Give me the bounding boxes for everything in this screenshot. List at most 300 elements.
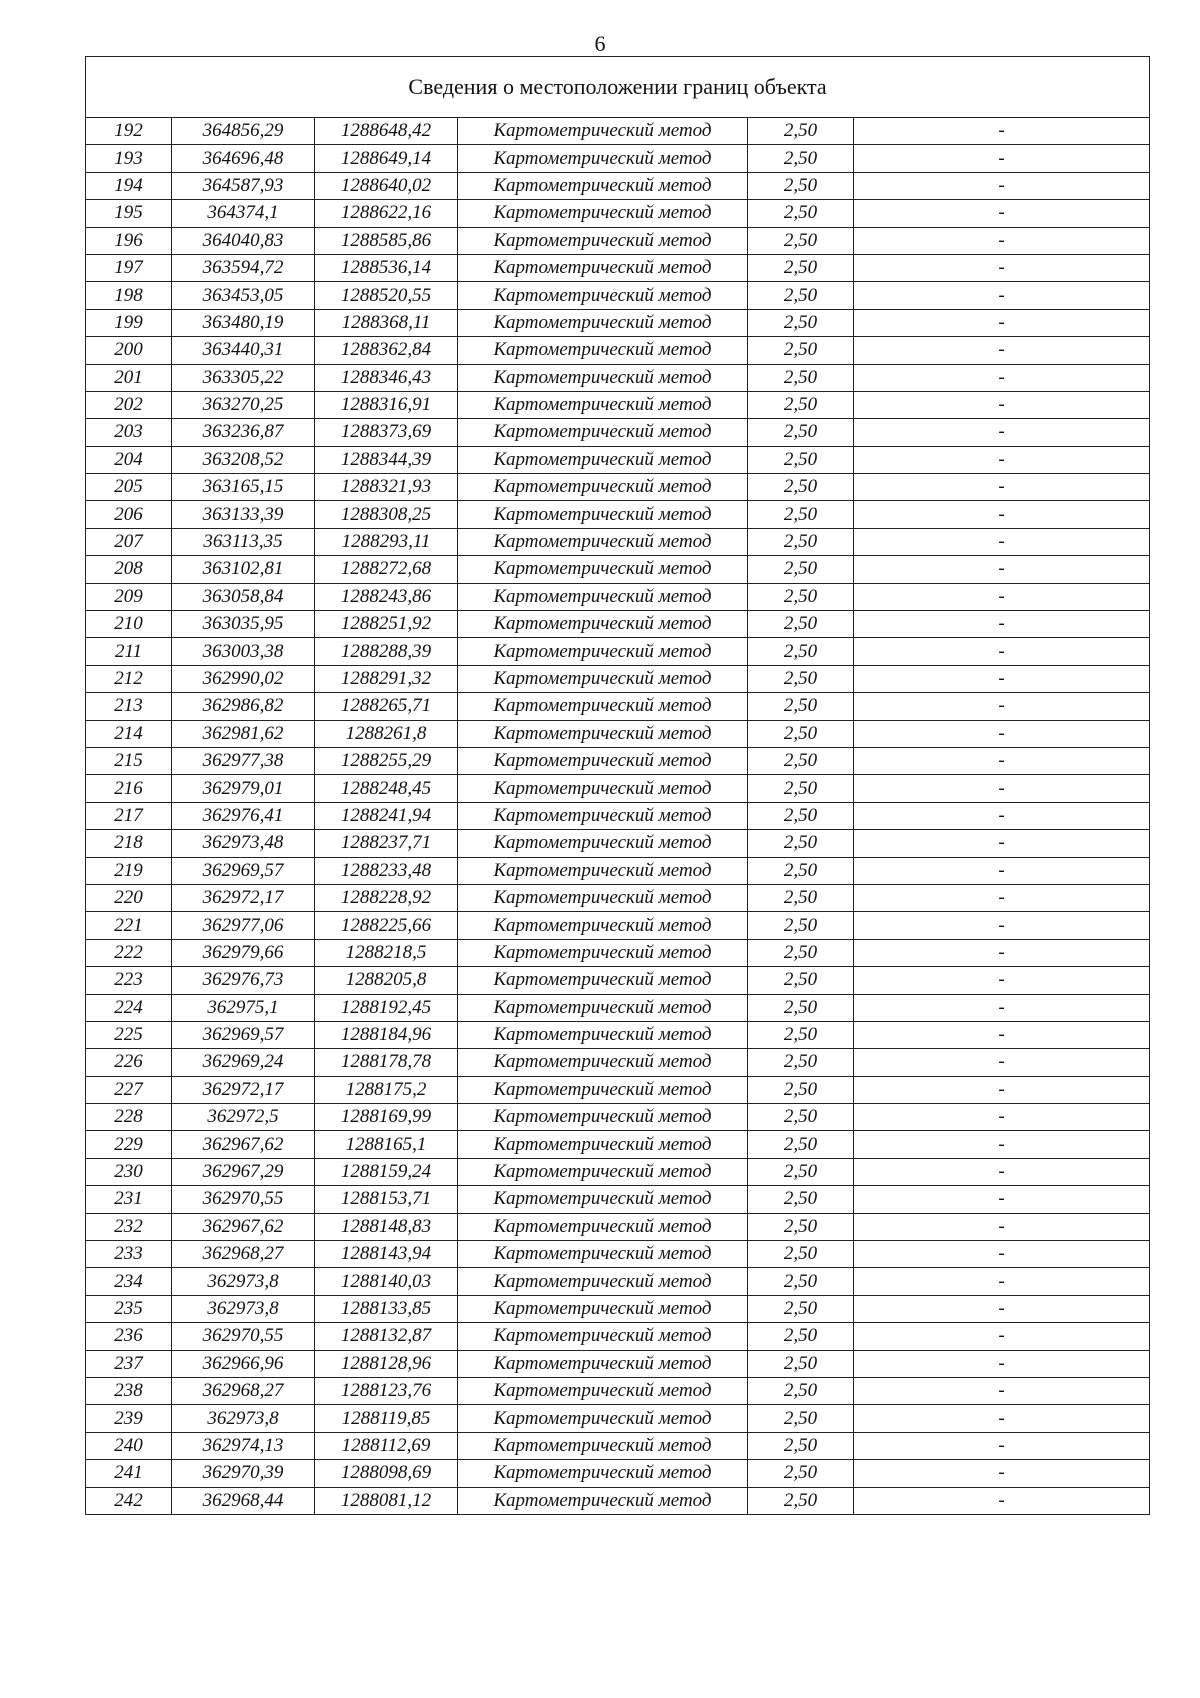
description-cell: - [854,967,1150,994]
table-row [86,1323,1150,1350]
description-cell: - [854,391,1150,418]
point-number-cell: 239 [86,1405,172,1432]
description-cell: - [854,1158,1150,1185]
accuracy-cell: 2,50 [748,446,854,473]
table-row [86,1021,1150,1048]
description-cell: - [854,337,1150,364]
accuracy-cell: 2,50 [748,145,854,172]
y-coordinate-cell: 1288321,93 [315,474,458,501]
y-coordinate-cell: 1288272,68 [315,556,458,583]
accuracy-cell: 2,50 [748,474,854,501]
description-cell: - [854,720,1150,747]
accuracy-cell: 2,50 [748,282,854,309]
y-coordinate-cell: 1288344,39 [315,446,458,473]
description-cell: - [854,1049,1150,1076]
point-number-cell: 230 [86,1158,172,1185]
x-coordinate-cell: 362968,27 [172,1377,315,1404]
method-cell: Картометрический метод [458,282,748,309]
table-row [86,501,1150,528]
point-number-cell: 201 [86,364,172,391]
x-coordinate-cell: 363270,25 [172,391,315,418]
point-number-cell: 216 [86,775,172,802]
y-coordinate-cell: 1288169,99 [315,1104,458,1131]
table-row [86,528,1150,555]
table-row [86,747,1150,774]
x-coordinate-cell: 362970,39 [172,1460,315,1487]
y-coordinate-cell: 1288373,69 [315,419,458,446]
accuracy-cell: 2,50 [748,830,854,857]
accuracy-cell: 2,50 [748,254,854,281]
description-cell: - [854,857,1150,884]
table-row [86,1241,1150,1268]
description-cell: - [854,528,1150,555]
y-coordinate-cell: 1288123,76 [315,1377,458,1404]
table-row [86,720,1150,747]
x-coordinate-cell: 362972,5 [172,1104,315,1131]
x-coordinate-cell: 362975,1 [172,994,315,1021]
method-cell: Картометрический метод [458,1076,748,1103]
table-row [86,337,1150,364]
table-row [86,830,1150,857]
x-coordinate-cell: 363480,19 [172,309,315,336]
description-cell: - [854,364,1150,391]
x-coordinate-cell: 363305,22 [172,364,315,391]
accuracy-cell: 2,50 [748,364,854,391]
point-number-cell: 195 [86,200,172,227]
method-cell: Картометрический метод [458,556,748,583]
description-cell: - [854,282,1150,309]
table-row [86,1487,1150,1514]
y-coordinate-cell: 1288233,48 [315,857,458,884]
point-number-cell: 210 [86,611,172,638]
x-coordinate-cell: 363003,38 [172,638,315,665]
accuracy-cell: 2,50 [748,720,854,747]
y-coordinate-cell: 1288585,86 [315,227,458,254]
description-cell: - [854,1487,1150,1514]
method-cell: Картометрический метод [458,1460,748,1487]
point-number-cell: 193 [86,145,172,172]
point-number-cell: 228 [86,1104,172,1131]
y-coordinate-cell: 1288165,1 [315,1131,458,1158]
x-coordinate-cell: 362968,27 [172,1241,315,1268]
description-cell: - [854,583,1150,610]
description-cell: - [854,830,1150,857]
accuracy-cell: 2,50 [748,1323,854,1350]
table-row [86,254,1150,281]
accuracy-cell: 2,50 [748,884,854,911]
point-number-cell: 220 [86,884,172,911]
accuracy-cell: 2,50 [748,528,854,555]
y-coordinate-cell: 1288346,43 [315,364,458,391]
description-cell: - [854,200,1150,227]
table-row [86,583,1150,610]
accuracy-cell: 2,50 [748,337,854,364]
y-coordinate-cell: 1288159,24 [315,1158,458,1185]
accuracy-cell: 2,50 [748,747,854,774]
accuracy-cell: 2,50 [748,994,854,1021]
method-cell: Картометрический метод [458,1049,748,1076]
x-coordinate-cell: 362972,17 [172,884,315,911]
x-coordinate-cell: 363113,35 [172,528,315,555]
x-coordinate-cell: 362970,55 [172,1323,315,1350]
point-number-cell: 202 [86,391,172,418]
x-coordinate-cell: 362976,73 [172,967,315,994]
method-cell: Картометрический метод [458,337,748,364]
point-number-cell: 192 [86,118,172,145]
x-coordinate-cell: 363035,95 [172,611,315,638]
description-cell: - [854,1021,1150,1048]
description-cell: - [854,939,1150,966]
table-row [86,1268,1150,1295]
description-cell: - [854,884,1150,911]
table-row [86,227,1150,254]
accuracy-cell: 2,50 [748,1432,854,1459]
y-coordinate-cell: 1288536,14 [315,254,458,281]
x-coordinate-cell: 362966,96 [172,1350,315,1377]
accuracy-cell: 2,50 [748,1460,854,1487]
accuracy-cell: 2,50 [748,611,854,638]
description-cell: - [854,611,1150,638]
point-number-cell: 231 [86,1186,172,1213]
y-coordinate-cell: 1288293,11 [315,528,458,555]
accuracy-cell: 2,50 [748,583,854,610]
point-number-cell: 233 [86,1241,172,1268]
y-coordinate-cell: 1288648,42 [315,118,458,145]
x-coordinate-cell: 364040,83 [172,227,315,254]
point-number-cell: 229 [86,1131,172,1158]
table-body [86,118,1150,1515]
point-number-cell: 200 [86,337,172,364]
method-cell: Картометрический метод [458,419,748,446]
y-coordinate-cell: 1288237,71 [315,830,458,857]
accuracy-cell: 2,50 [748,1186,854,1213]
description-cell: - [854,118,1150,145]
table-row [86,1131,1150,1158]
table-row [86,556,1150,583]
page-number: 6 [594,31,606,56]
method-cell: Картометрический метод [458,967,748,994]
y-coordinate-cell: 1288098,69 [315,1460,458,1487]
x-coordinate-cell: 362969,24 [172,1049,315,1076]
point-number-cell: 207 [86,528,172,555]
x-coordinate-cell: 362976,41 [172,802,315,829]
description-cell: - [854,775,1150,802]
point-number-cell: 212 [86,665,172,692]
description-cell: - [854,1076,1150,1103]
x-coordinate-cell: 363236,87 [172,419,315,446]
point-number-cell: 232 [86,1213,172,1240]
method-cell: Картометрический метод [458,1131,748,1158]
y-coordinate-cell: 1288640,02 [315,172,458,199]
point-number-cell: 236 [86,1323,172,1350]
x-coordinate-cell: 362970,55 [172,1186,315,1213]
y-coordinate-cell: 1288133,85 [315,1295,458,1322]
description-cell: - [854,1241,1150,1268]
description-cell: - [854,1268,1150,1295]
accuracy-cell: 2,50 [748,638,854,665]
method-cell: Картометрический метод [458,309,748,336]
table-row [86,1295,1150,1322]
method-cell: Картометрический метод [458,254,748,281]
accuracy-cell: 2,50 [748,556,854,583]
method-cell: Картометрический метод [458,1104,748,1131]
point-number-cell: 218 [86,830,172,857]
point-number-cell: 237 [86,1350,172,1377]
table-row [86,1158,1150,1185]
point-number-cell: 203 [86,419,172,446]
y-coordinate-cell: 1288218,5 [315,939,458,966]
table-row [86,693,1150,720]
y-coordinate-cell: 1288153,71 [315,1186,458,1213]
description-cell: - [854,1295,1150,1322]
description-cell: - [854,419,1150,446]
point-number-cell: 219 [86,857,172,884]
point-number-cell: 197 [86,254,172,281]
table-row [86,145,1150,172]
table-row [86,611,1150,638]
table-row [86,1104,1150,1131]
point-number-cell: 213 [86,693,172,720]
table-row [86,638,1150,665]
point-number-cell: 196 [86,227,172,254]
y-coordinate-cell: 1288132,87 [315,1323,458,1350]
description-cell: - [854,665,1150,692]
accuracy-cell: 2,50 [748,939,854,966]
y-coordinate-cell: 1288225,66 [315,912,458,939]
y-coordinate-cell: 1288265,71 [315,693,458,720]
x-coordinate-cell: 363058,84 [172,583,315,610]
method-cell: Картометрический метод [458,501,748,528]
description-cell: - [854,254,1150,281]
accuracy-cell: 2,50 [748,1049,854,1076]
x-coordinate-cell: 364374,1 [172,200,315,227]
table-row [86,172,1150,199]
description-cell: - [854,1131,1150,1158]
y-coordinate-cell: 1288140,03 [315,1268,458,1295]
table-row [86,419,1150,446]
method-cell: Картометрический метод [458,1241,748,1268]
method-cell: Картометрический метод [458,912,748,939]
x-coordinate-cell: 363453,05 [172,282,315,309]
description-cell: - [854,1104,1150,1131]
x-coordinate-cell: 362973,48 [172,830,315,857]
y-coordinate-cell: 1288243,86 [315,583,458,610]
table-row [86,665,1150,692]
method-cell: Картометрический метод [458,665,748,692]
accuracy-cell: 2,50 [748,1377,854,1404]
table-row [86,857,1150,884]
point-number-cell: 194 [86,172,172,199]
y-coordinate-cell: 1288128,96 [315,1350,458,1377]
y-coordinate-cell: 1288251,92 [315,611,458,638]
description-cell: - [854,747,1150,774]
method-cell: Картометрический метод [458,1021,748,1048]
method-cell: Картометрический метод [458,1213,748,1240]
x-coordinate-cell: 363102,81 [172,556,315,583]
x-coordinate-cell: 362977,06 [172,912,315,939]
x-coordinate-cell: 362974,13 [172,1432,315,1459]
table-row [86,474,1150,501]
table-row [86,912,1150,939]
y-coordinate-cell: 1288081,12 [315,1487,458,1514]
table-row [86,1186,1150,1213]
x-coordinate-cell: 362979,66 [172,939,315,966]
point-number-cell: 240 [86,1432,172,1459]
accuracy-cell: 2,50 [748,1405,854,1432]
method-cell: Картометрический метод [458,583,748,610]
method-cell: Картометрический метод [458,145,748,172]
accuracy-cell: 2,50 [748,693,854,720]
description-cell: - [854,1460,1150,1487]
table-row [86,1377,1150,1404]
method-cell: Картометрический метод [458,830,748,857]
x-coordinate-cell: 362967,62 [172,1213,315,1240]
description-cell: - [854,172,1150,199]
accuracy-cell: 2,50 [748,912,854,939]
accuracy-cell: 2,50 [748,665,854,692]
point-number-cell: 227 [86,1076,172,1103]
description-cell: - [854,912,1150,939]
accuracy-cell: 2,50 [748,391,854,418]
y-coordinate-cell: 1288622,16 [315,200,458,227]
x-coordinate-cell: 362977,38 [172,747,315,774]
y-coordinate-cell: 1288649,14 [315,145,458,172]
accuracy-cell: 2,50 [748,1487,854,1514]
y-coordinate-cell: 1288520,55 [315,282,458,309]
y-coordinate-cell: 1288228,92 [315,884,458,911]
boundary-coordinates-table [85,56,1150,1515]
method-cell: Картометрический метод [458,857,748,884]
accuracy-cell: 2,50 [748,1295,854,1322]
y-coordinate-cell: 1288261,8 [315,720,458,747]
point-number-cell: 221 [86,912,172,939]
y-coordinate-cell: 1288178,78 [315,1049,458,1076]
table-row [86,967,1150,994]
y-coordinate-cell: 1288143,94 [315,1241,458,1268]
y-coordinate-cell: 1288288,39 [315,638,458,665]
table-row [86,364,1150,391]
y-coordinate-cell: 1288291,32 [315,665,458,692]
method-cell: Картометрический метод [458,227,748,254]
x-coordinate-cell: 363440,31 [172,337,315,364]
y-coordinate-cell: 1288308,25 [315,501,458,528]
accuracy-cell: 2,50 [748,1021,854,1048]
method-cell: Картометрический метод [458,474,748,501]
accuracy-cell: 2,50 [748,501,854,528]
description-cell: - [854,1432,1150,1459]
method-cell: Картометрический метод [458,884,748,911]
method-cell: Картометрический метод [458,391,748,418]
method-cell: Картометрический метод [458,775,748,802]
description-cell: - [854,501,1150,528]
point-number-cell: 214 [86,720,172,747]
y-coordinate-cell: 1288112,69 [315,1432,458,1459]
x-coordinate-cell: 362990,02 [172,665,315,692]
method-cell: Картометрический метод [458,446,748,473]
table-row [86,1049,1150,1076]
accuracy-cell: 2,50 [748,1268,854,1295]
x-coordinate-cell: 362967,29 [172,1158,315,1185]
y-coordinate-cell: 1288248,45 [315,775,458,802]
method-cell: Картометрический метод [458,939,748,966]
point-number-cell: 215 [86,747,172,774]
description-cell: - [854,638,1150,665]
accuracy-cell: 2,50 [748,802,854,829]
point-number-cell: 223 [86,967,172,994]
accuracy-cell: 2,50 [748,118,854,145]
x-coordinate-cell: 364587,93 [172,172,315,199]
table-row [86,200,1150,227]
table-row [86,775,1150,802]
table-row [86,1350,1150,1377]
description-cell: - [854,994,1150,1021]
y-coordinate-cell: 1288175,2 [315,1076,458,1103]
point-number-cell: 234 [86,1268,172,1295]
x-coordinate-cell: 362973,8 [172,1268,315,1295]
table-row [86,446,1150,473]
table-row [86,118,1150,145]
method-cell: Картометрический метод [458,994,748,1021]
accuracy-cell: 2,50 [748,1350,854,1377]
y-coordinate-cell: 1288316,91 [315,391,458,418]
description-cell: - [854,309,1150,336]
x-coordinate-cell: 362981,62 [172,720,315,747]
accuracy-cell: 2,50 [748,227,854,254]
description-cell: - [854,693,1150,720]
accuracy-cell: 2,50 [748,419,854,446]
accuracy-cell: 2,50 [748,1241,854,1268]
x-coordinate-cell: 363208,52 [172,446,315,473]
y-coordinate-cell: 1288241,94 [315,802,458,829]
description-cell: - [854,1377,1150,1404]
table-row [86,802,1150,829]
x-coordinate-cell: 363594,72 [172,254,315,281]
point-number-cell: 208 [86,556,172,583]
point-number-cell: 238 [86,1377,172,1404]
method-cell: Картометрический метод [458,1350,748,1377]
accuracy-cell: 2,50 [748,967,854,994]
y-coordinate-cell: 1288119,85 [315,1405,458,1432]
accuracy-cell: 2,50 [748,200,854,227]
x-coordinate-cell: 362967,62 [172,1131,315,1158]
method-cell: Картометрический метод [458,693,748,720]
method-cell: Картометрический метод [458,200,748,227]
point-number-cell: 222 [86,939,172,966]
point-number-cell: 235 [86,1295,172,1322]
accuracy-cell: 2,50 [748,1131,854,1158]
description-cell: - [854,1323,1150,1350]
point-number-cell: 198 [86,282,172,309]
point-number-cell: 199 [86,309,172,336]
x-coordinate-cell: 362986,82 [172,693,315,720]
y-coordinate-cell: 1288205,8 [315,967,458,994]
table-row [86,939,1150,966]
accuracy-cell: 2,50 [748,775,854,802]
y-coordinate-cell: 1288255,29 [315,747,458,774]
method-cell: Картометрический метод [458,172,748,199]
y-coordinate-cell: 1288184,96 [315,1021,458,1048]
method-cell: Картометрический метод [458,1158,748,1185]
x-coordinate-cell: 362969,57 [172,857,315,884]
x-coordinate-cell: 364696,48 [172,145,315,172]
x-coordinate-cell: 362979,01 [172,775,315,802]
table-title: Сведения о местоположении границ объекта [86,57,1150,118]
method-cell: Картометрический метод [458,1186,748,1213]
x-coordinate-cell: 363165,15 [172,474,315,501]
description-cell: - [854,145,1150,172]
method-cell: Картометрический метод [458,528,748,555]
x-coordinate-cell: 362969,57 [172,1021,315,1048]
